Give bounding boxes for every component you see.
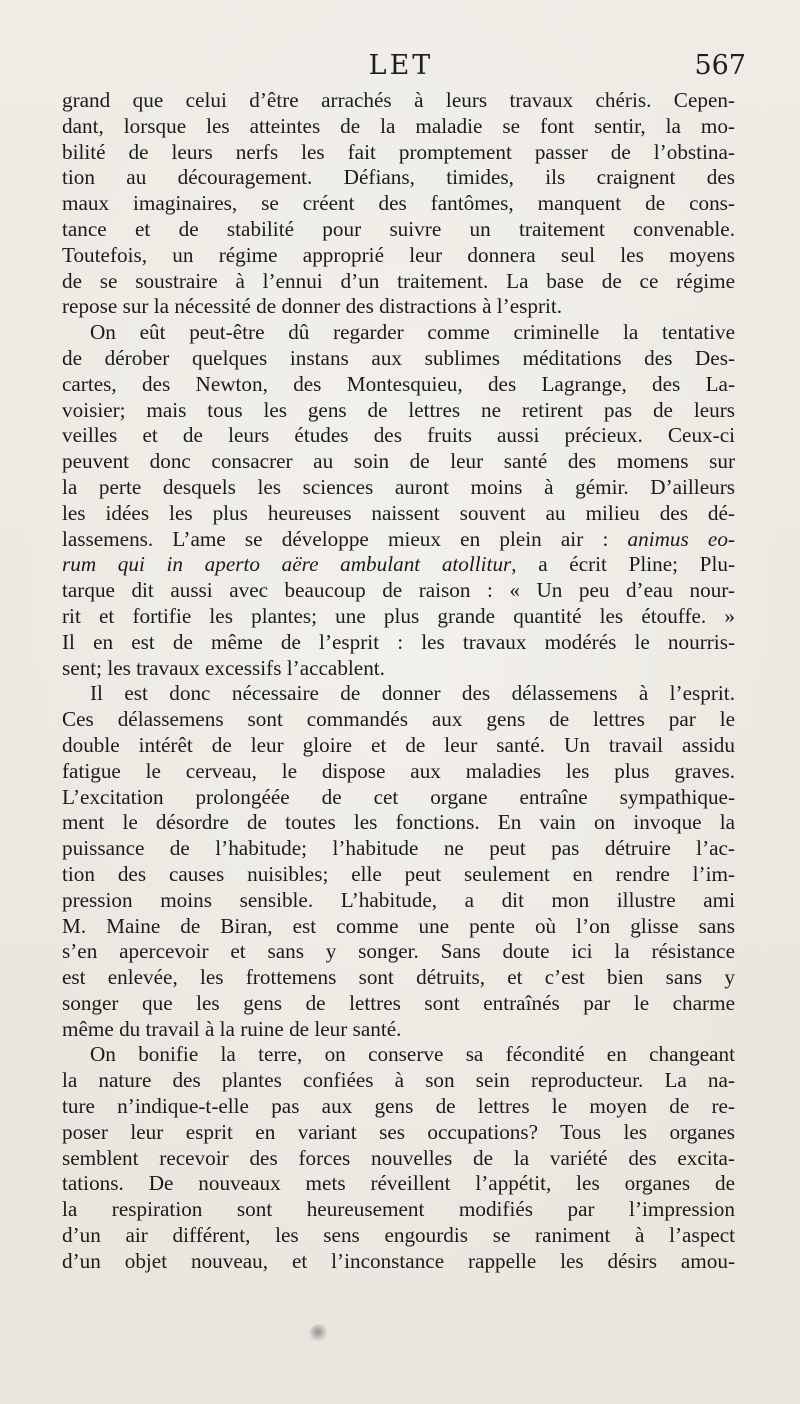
text-line: maux imaginaires, se créent des fantômes, manquent de cons- bbox=[62, 191, 735, 216]
text-line: semblent recevoir des forces nouvelles de la variété des excita- bbox=[62, 1145, 735, 1170]
text-line: On bonifie la terre, on conserve sa fécondité en changeant bbox=[90, 1042, 735, 1067]
text-line: cartes, des Newton, des Montesquieu, des Lagrange, des La- bbox=[62, 371, 735, 396]
text-line: voisier; mais tous les gens de lettres ne retirent pas de leurs bbox=[62, 397, 735, 422]
text-line: même du travail à la ruine de leur santé. bbox=[62, 1016, 402, 1041]
text-line: d’un air différent, les sens engourdis se raniment à l’aspect bbox=[62, 1223, 735, 1248]
text-line: Ces délassemens sont commandés aux gens de lettres par le bbox=[62, 707, 735, 732]
text-line-with-quote bbox=[62, 527, 735, 553]
text-line: tance et de stabilité pour suivre un traitement convenable. bbox=[62, 216, 735, 241]
text-line: fatigue le cerveau, le dispose aux maladies les plus graves. bbox=[62, 758, 735, 783]
text-line: repose sur la nécessité de donner des distractions à l’esprit. bbox=[62, 294, 563, 319]
paragraph-4 bbox=[62, 1042, 735, 1274]
text-segment: , a écrit Pline; Plu- bbox=[511, 552, 735, 577]
text-line: Il est donc nécessaire de donner des délassemens à l’esprit. bbox=[90, 681, 735, 706]
text-line: puissance de l’habitude; l’habitude ne peut pas détruire l’ac- bbox=[62, 836, 735, 861]
paragraph-1 bbox=[62, 88, 735, 320]
text-line: tarque dit aussi avec beaucoup de raison : « Un peu d’eau nour- bbox=[62, 578, 735, 603]
text-line: rit et fortifie les plantes; une plus grande quantité les étouffe. » bbox=[62, 603, 735, 628]
text-line: tations. De nouveaux mets réveillent l’appétit, les organes de bbox=[62, 1171, 735, 1196]
text-line: pression moins sensible. L’habitude, a dit mon illustre ami bbox=[62, 887, 735, 912]
text-line: tion au découragement. Défians, timides, ils craignent des bbox=[62, 165, 735, 190]
text-line: la respiration sont heureusement modifiés par l’impression bbox=[62, 1197, 735, 1222]
text-line-with-quote bbox=[62, 552, 735, 578]
paragraph-3 bbox=[62, 681, 735, 1042]
text-segment: lassemens. L’ame se développe mieux en plein air : bbox=[62, 526, 628, 551]
text-line: les idées les plus heureuses naissent souvent au milieu des dé- bbox=[62, 500, 735, 525]
paragraph-2 bbox=[62, 320, 735, 681]
latin-quote-start: animus eo- bbox=[627, 526, 735, 551]
page-number: 567 bbox=[694, 50, 746, 81]
text-line: est enlevée, les frottemens sont détruits, et c’est bien sans y bbox=[62, 965, 735, 990]
text-line: M. Maine de Biran, est comme une pente où l’on glisse sans bbox=[62, 913, 735, 938]
text-line: la nature des plantes confiées à son sein reproducteur. La na- bbox=[62, 1068, 735, 1093]
text-line: double intérêt de leur gloire et de leur santé. Un travail assidu bbox=[62, 732, 735, 757]
body-text bbox=[62, 88, 735, 1275]
text-line: la perte desquels les sciences auront moins à gémir. D’ailleurs bbox=[62, 474, 735, 499]
text-line: peuvent donc consacrer au soin de leur santé des momens sur bbox=[62, 449, 735, 474]
latin-quote-end: rum qui in aperto aëre ambulant atollitur bbox=[62, 552, 512, 577]
ink-spot-icon bbox=[309, 1324, 329, 1342]
text-line: bilité de leurs nerfs les fait promptement passer de l’obstina- bbox=[62, 139, 735, 164]
text-line: sent; les travaux excessifs l’accablent. bbox=[62, 655, 385, 680]
text-line: On eût peut-être dû regarder comme criminelle la tentative bbox=[90, 320, 735, 345]
running-head bbox=[62, 50, 746, 86]
text-line: dant, lorsque les atteintes de la maladie se font sentir, la mo- bbox=[62, 113, 735, 138]
text-line: L’excitation prolongéée de cet organe entraîne sympathique- bbox=[62, 784, 735, 809]
text-line: songer que les gens de lettres sont entraînés par le charme bbox=[62, 990, 735, 1015]
text-line: veilles et de leurs études des fruits aussi précieux. Ceux-ci bbox=[62, 423, 735, 448]
text-line: d’un objet nouveau, et l’inconstance rappelle les désirs amou- bbox=[62, 1248, 735, 1273]
text-line: de se soustraire à l’ennui d’un traitement. La base de ce régime bbox=[62, 268, 735, 293]
text-line: poser leur esprit en variant ses occupations? Tous les organes bbox=[62, 1119, 735, 1144]
text-line: s’en apercevoir et sans y songer. Sans doute ici la résistance bbox=[62, 939, 735, 964]
text-line: Toutefois, un régime approprié leur donnera seul les moyens bbox=[62, 242, 735, 267]
text-line: Il en est de même de l’esprit : les travaux modérés le nourris- bbox=[62, 629, 735, 654]
running-title: LET bbox=[368, 50, 434, 81]
text-line: de dérober quelques instans aux sublimes méditations des Des- bbox=[62, 345, 735, 370]
text-line: tion des causes nuisibles; elle peut seulement en rendre l’im- bbox=[62, 861, 735, 886]
text-line: ment le désordre de toutes les fonctions. En vain on invoque la bbox=[62, 810, 735, 835]
text-line: ture n’indique-t-elle pas aux gens de lettres le moyen de re- bbox=[62, 1094, 735, 1119]
text-line: grand que celui d’être arrachés à leurs travaux chéris. Cepen- bbox=[62, 88, 735, 112]
